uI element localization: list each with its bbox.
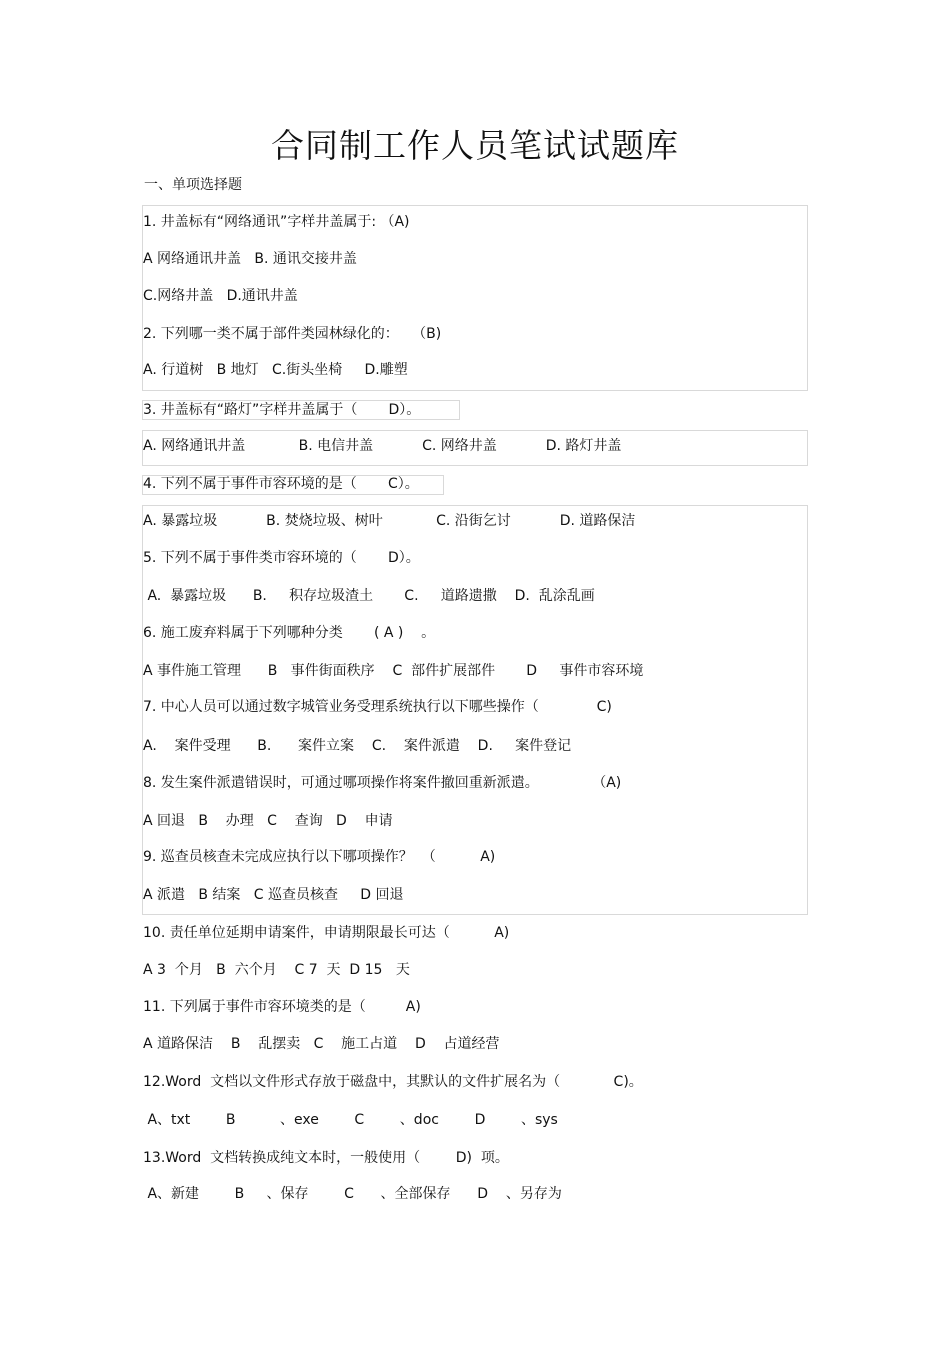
question-text: 4. 下列不属于事件市容环境的是（ C）。 [143, 476, 419, 492]
page-title: 合同制工作人员笔试试题库 [271, 126, 679, 165]
question-text: 10. 责任单位延期申请案件，申请期限最长可达（ A) [143, 925, 510, 941]
answer-options: A 派遣 B 结案 C 巡查员核查 D 回退 [143, 887, 404, 903]
answer-options: A 3 个月 B 六个月 C 7 天 D 15 天 [143, 962, 410, 978]
answer-options: A. 网络通讯井盖 B. 电信井盖 C. 网络井盖 D. 路灯井盖 [143, 438, 622, 454]
answer-options: A、新建 B 、保存 C 、全部保存 D 、另存为 [143, 1186, 562, 1202]
answer-options: A. 暴露垃圾 B. 焚烧垃圾、树叶 C. 沿街乞讨 D. 道路保洁 [143, 513, 636, 529]
answer-options: A、txt B 、exe C 、doc D 、sys [143, 1112, 558, 1128]
question-text: 9. 巡查员核查未完成应执行以下哪项操作？ （ A) [143, 849, 496, 865]
question-text: 11. 下列属于事件市容环境类的是（ A) [143, 999, 421, 1015]
answer-options: A 回退 B 办理 C 查询 D 申请 [143, 813, 393, 829]
answer-options: A. 暴露垃圾 B. 积存垃圾渣土 C. 道路遗撒 D. 乱涂乱画 [143, 588, 595, 604]
question-text: 3. 井盖标有“路灯”字样井盖属于（ D）。 [143, 402, 421, 418]
answer-options: A 事件施工管理 B 事件街面秩序 C 部件扩展部件 D 事件市容环境 [143, 663, 644, 679]
question-text: 13.Word 文档转换成纯文本时，一般使用（ D) 项。 [143, 1150, 509, 1166]
question-text: 5. 下列不属于事件类市容环境的（ D）。 [143, 550, 420, 566]
question-text: 1. 井盖标有“网络通讯”字样井盖属于: （A) [143, 214, 410, 230]
answer-options: A 道路保洁 B 乱摆卖 C 施工占道 D 占道经营 [143, 1036, 500, 1052]
answer-options: A 网络通讯井盖 B. 通讯交接井盖 [143, 251, 357, 267]
question-text: 2. 下列哪一类不属于部件类园林绿化的： （B) [143, 326, 442, 342]
answer-options: C.网络井盖 D.通讯井盖 [143, 288, 298, 304]
question-text: 12.Word 文档以文件形式存放于磁盘中，其默认的文件扩展名为（ C)。 [143, 1074, 643, 1090]
question-text: 7. 中心人员可以通过数字城管业务受理系统执行以下哪些操作（ C) [143, 699, 612, 715]
answer-options: A. 行道树 B 地灯 C.街头坐椅 D.雕塑 [143, 362, 408, 378]
question-text: 6. 施工废弃料属于下列哪种分类 ( A ) 。 [143, 625, 436, 641]
question-text: 8. 发生案件派遣错误时，可通过哪项操作将案件撤回重新派遣。 （A) [143, 775, 622, 791]
section-heading: 一、单项选择题 [144, 177, 242, 193]
answer-options: A. 案件受理 B. 案件立案 C. 案件派遣 D. 案件登记 [143, 738, 572, 754]
